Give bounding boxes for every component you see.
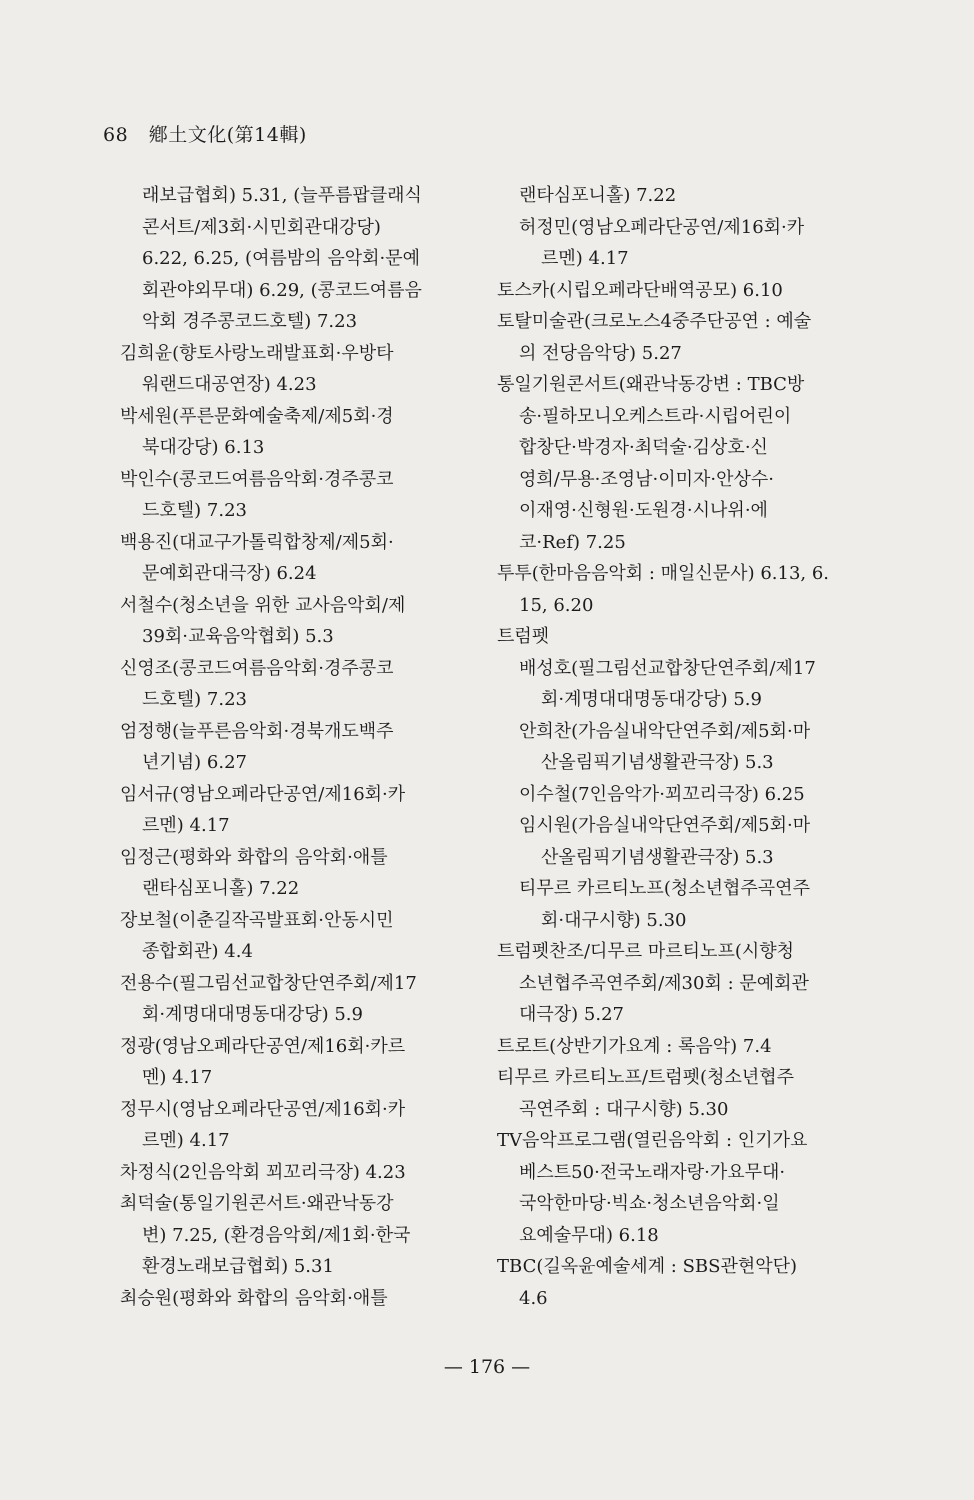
index-entry-line: 회·대구시향) 5.30 bbox=[541, 909, 687, 931]
index-entry-line: 르멘) 4.17 bbox=[142, 815, 230, 836]
index-entry-line: 배성호(필그림선교합창단연주회/제17 bbox=[519, 657, 816, 679]
index-entry-line: 트럼펫찬조/디무르 마르티노프(시향청 bbox=[497, 941, 795, 962]
page-footer: — 176 — bbox=[443, 1356, 531, 1378]
index-entry-line: 39회·교육음악협회) 5.3 bbox=[142, 626, 334, 647]
index-entry-line: 토스카(시립오페라단배역공모) 6.10 bbox=[497, 279, 783, 301]
left-column bbox=[120, 180, 480, 1314]
index-entry-line: TBC(길옥윤예술세계 : SBS관현악단) bbox=[497, 1256, 798, 1277]
index-entry-line: 임서규(영남오페라단공연/제16회·카 bbox=[120, 783, 406, 805]
index-entry-line: 송·필하모니오케스트라·시립어린이 bbox=[519, 405, 792, 427]
index-entry-line: 티무르 카르티노프(청소년협주곡연주 bbox=[519, 878, 810, 899]
index-entry-line: 15, 6.20 bbox=[519, 594, 594, 616]
index-entry-line: 박인수(콩코드여름음악회·경주콩코 bbox=[120, 468, 394, 490]
index-entry-line: 종합회관) 4.4 bbox=[142, 941, 253, 962]
index-entry-line: 차정식(2인음악회 꾀꼬리극장) 4.23 bbox=[120, 1161, 406, 1183]
index-entry-line: 드호텔) 7.23 bbox=[142, 689, 247, 710]
index-entry-line: 르멘) 4.17 bbox=[541, 248, 629, 269]
index-entry-line: 산올림픽기념생활관극장) 5.3 bbox=[541, 752, 774, 773]
right-column bbox=[497, 180, 877, 1314]
index-entry-line: 티무르 카르티노프/트럼펫(청소년협주 bbox=[497, 1067, 795, 1088]
index-entry-line: 랜타심포니홀) 7.22 bbox=[142, 878, 300, 899]
index-entry-line: 악회 경주콩코드호텔) 7.23 bbox=[142, 311, 358, 332]
index-entry-line: 신영조(콩코드여름음악회·경주콩코 bbox=[120, 657, 394, 679]
index-entry-line: 최승원(평화와 화합의 음악회·애틀 bbox=[120, 1287, 388, 1309]
index-entry-line: 안희찬(가음실내악단연주회/제5회·마 bbox=[519, 720, 811, 742]
index-entry-line: 워랜드대공연장) 4.23 bbox=[142, 374, 317, 395]
index-entry-line: 르멘) 4.17 bbox=[142, 1130, 230, 1151]
index-entry-line: 영희/무용·조영남·이미자·안상수· bbox=[519, 468, 774, 490]
index-entry-line: 서철수(청소년을 위한 교사음악회/제 bbox=[120, 594, 406, 616]
index-entry-line: 6.22, 6.25, (여름밤의 음악회·문예 bbox=[142, 248, 420, 269]
index-entry-line: 장보철(이춘길작곡발표회·안동시민 bbox=[120, 909, 394, 931]
index-entry-line: 이재영·신형원·도원경·시나위·에 bbox=[519, 500, 768, 521]
header-page-number: 68 bbox=[103, 124, 129, 146]
index-entry-line: 최덕술(통일기원콘서트·왜관낙동강 bbox=[120, 1193, 394, 1214]
index-entry-line: 베스트50·전국노래자랑·가요무대· bbox=[519, 1161, 786, 1183]
index-entry-line: 4.6 bbox=[519, 1287, 548, 1309]
index-entry-line: 엄정행(늘푸른음악회·경북개도백주 bbox=[120, 720, 394, 742]
index-entry-line: 통일기원콘서트(왜관낙동강변 : TBC방 bbox=[497, 374, 805, 395]
index-entry-line: 멘) 4.17 bbox=[142, 1067, 213, 1088]
index-entry-line: 합창단·박경자·최덕술·김상호·신 bbox=[519, 437, 768, 458]
index-entry-line: 트로트(상반기가요계 : 록음악) 7.4 bbox=[497, 1035, 772, 1057]
index-entry-line: 이수철(7인음악가·꾀꼬리극장) 6.25 bbox=[519, 783, 805, 805]
index-entry-line: 콘서트/제3회·시민회관대강당) bbox=[142, 216, 381, 238]
index-entry-line: 코·Ref) 7.25 bbox=[519, 531, 626, 553]
index-entry-line: 곡연주회 : 대구시향) 5.30 bbox=[519, 1098, 729, 1120]
index-entry-line: 산올림픽기념생활관극장) 5.3 bbox=[541, 846, 774, 868]
index-entry-line: 회·계명대대명동대강당) 5.9 bbox=[142, 1004, 363, 1025]
index-entry-line: 요예술무대) 6.18 bbox=[519, 1224, 659, 1246]
index-entry-line: 박세원(푸른문화예술축제/제5회·경 bbox=[120, 405, 394, 427]
index-entry-line: 대극장) 5.27 bbox=[519, 1004, 624, 1025]
index-entry-line: 정광(영남오페라단공연/제16회·카르 bbox=[120, 1035, 406, 1057]
index-entry-line: 년기념) 6.27 bbox=[142, 752, 247, 773]
index-entry-line: 환경노래보급협회) 5.31 bbox=[142, 1256, 334, 1277]
index-entry-line: 허정민(영남오페라단공연/제16회·카 bbox=[519, 216, 805, 238]
index-entry-line: 임시원(가음실내악단연주회/제5회·마 bbox=[519, 815, 811, 836]
index-entry-line: 투투(한마음음악회 : 매일신문사) 6.13, 6. bbox=[497, 563, 830, 584]
index-entry-line: 회관야외무대) 6.29, (콩코드여름음 bbox=[142, 279, 422, 301]
index-entry-line: 국악한마당·빅쇼·청소년음악회·일 bbox=[519, 1193, 780, 1214]
index-entry-line: 북대강당) 6.13 bbox=[142, 437, 265, 458]
index-entry-line: 전용수(필그림선교합창단연주회/제17 bbox=[120, 972, 417, 994]
index-entry-line: 회·계명대대명동대강당) 5.9 bbox=[541, 689, 762, 710]
index-entry-line: 문예회관대극장) 6.24 bbox=[142, 563, 317, 584]
index-entry-line: 래보급협회) 5.31, (늘푸름팝클래식 bbox=[142, 185, 422, 206]
journal-title: 鄕土文化(第14輯) bbox=[148, 124, 307, 146]
index-entry-line: TV음악프로그램(열린음악회 : 인기가요 bbox=[497, 1130, 808, 1151]
index-entry-line: 변) 7.25, (환경음악회/제1회·한국 bbox=[142, 1224, 411, 1246]
index-entry-line: 토탈미술관(크로노스4중주단공연 : 예술 bbox=[497, 311, 812, 332]
index-entry-line: 정무시(영남오페라단공연/제16회·카 bbox=[120, 1098, 406, 1120]
index-entry-line: 의 전당음악당) 5.27 bbox=[519, 342, 682, 364]
index-entry-line: 김희윤(향토사랑노래발표회·우방타 bbox=[120, 342, 394, 364]
index-entry-line: 소년협주곡연주회/제30회 : 문예회관 bbox=[519, 972, 809, 994]
index-entry-line: 임정근(평화와 화합의 음악회·애틀 bbox=[120, 846, 388, 868]
index-entry-line: 드호텔) 7.23 bbox=[142, 500, 247, 521]
index-entry-line: 백용진(대교구가톨릭합창제/제5회· bbox=[120, 531, 394, 553]
index-entry-line: 랜타심포니홀) 7.22 bbox=[519, 185, 677, 206]
index-entry-line: 트럼펫 bbox=[497, 626, 550, 647]
page-header bbox=[103, 120, 307, 147]
